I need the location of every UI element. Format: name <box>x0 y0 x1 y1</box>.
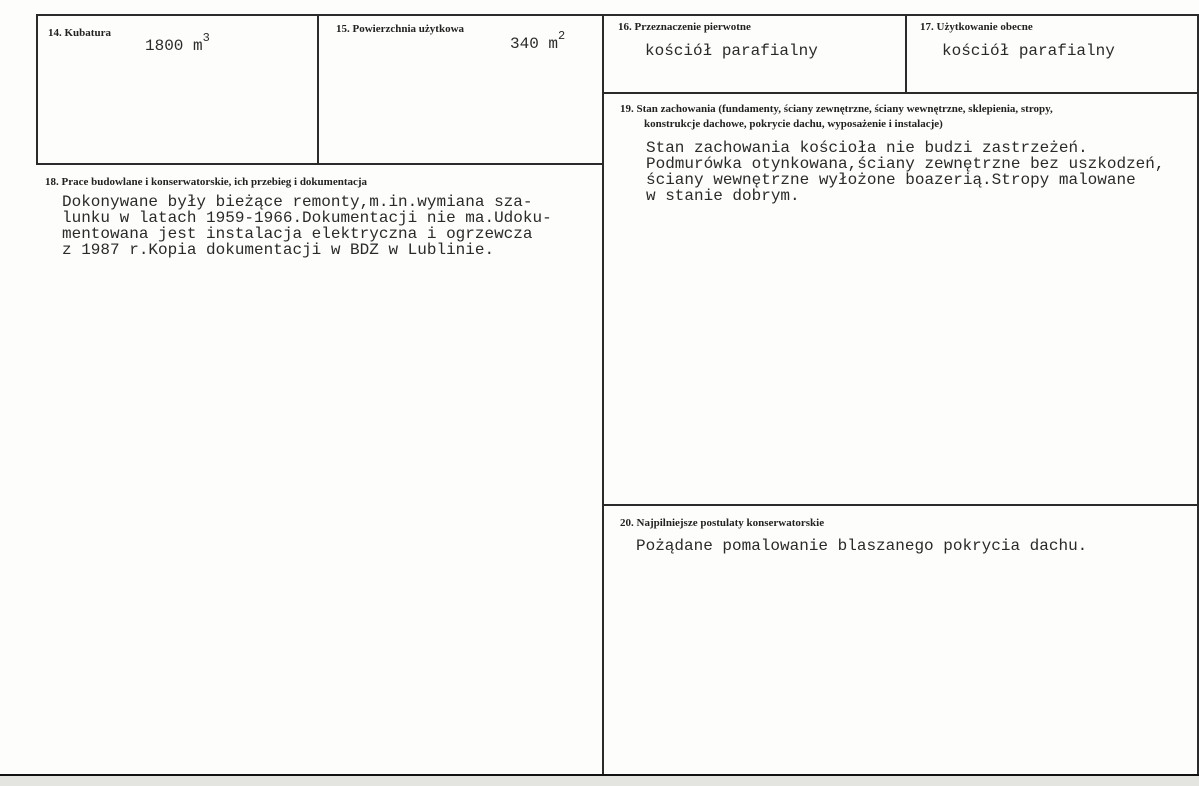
field-15-unit-exponent: 2 <box>558 29 566 43</box>
field-14-unit-exponent: 3 <box>202 31 210 45</box>
field-20-value: Pożądane pomalowanie blaszanego pokrycia dachu. <box>636 537 1088 555</box>
field-17-label: 17. Użytkowanie obecne <box>920 21 1033 33</box>
divider-14-15 <box>317 14 319 164</box>
bottom-edge-line <box>0 774 1199 776</box>
left-border-line <box>36 14 38 164</box>
field-19-label-line-2: konstrukcje dachowe, pokrycie dachu, wyposażenie i instalacje) <box>644 118 943 130</box>
field-18-line-4: z 1987 r.Kopia dokumentacji w BDZ w Lublinie. <box>62 241 495 259</box>
field-18-line-2: lunku w latach 1959-1966.Dokumentacji nie ma.Udoku- <box>62 209 552 227</box>
field-14-value <box>145 31 210 55</box>
center-divider-line <box>602 14 604 774</box>
field-15-number: 340 m <box>510 35 559 53</box>
divider-16-19 <box>602 92 1199 94</box>
field-16-label: 16. Przeznaczenie pierwotne <box>618 21 751 33</box>
field-15-value <box>510 29 566 53</box>
field-19-line-1: Stan zachowania kościoła nie budzi zastrzeżeń. <box>646 139 1088 157</box>
field-18-label: 18. Prace budowlane i konserwatorskie, ich przebieg i dokumentacja <box>45 176 368 188</box>
divider-16-17 <box>905 14 907 92</box>
field-14-number: 1800 m <box>145 37 203 55</box>
top-border-line <box>36 14 1199 16</box>
field-19-label-line-1: 19. Stan zachowania (fundamenty, ściany zewnętrzne, ściany wewnętrzne, sklepienia, stropy, <box>620 103 1053 115</box>
field-16-value: kościół parafialny <box>645 42 818 60</box>
field-18-line-1: Dokonywane były bieżące remonty,m.in.wymiana sza- <box>62 193 533 211</box>
divider-14-18 <box>36 163 603 165</box>
scan-bottom-edge <box>0 774 1199 786</box>
field-14-label: 14. Kubatura <box>48 27 111 39</box>
field-15-label: 15. Powierzchnia użytkowa <box>336 23 465 35</box>
field-18-line-3: mentowana jest instalacja elektryczna i ogrzewcza <box>62 225 533 243</box>
divider-19-20 <box>602 504 1199 506</box>
field-19-line-4: w stanie dobrym. <box>646 187 800 205</box>
field-19-line-3: ściany wewnętrzne wyłożone boazerią.Stropy malowane <box>646 171 1136 189</box>
field-17-value: kościół parafialny <box>942 42 1115 60</box>
field-20-label: 20. Najpilniejsze postulaty konserwatorskie <box>620 517 825 529</box>
field-19-line-2: Podmurówka otynkowana,ściany zewnętrzne bez uszkodzeń, <box>646 155 1165 173</box>
